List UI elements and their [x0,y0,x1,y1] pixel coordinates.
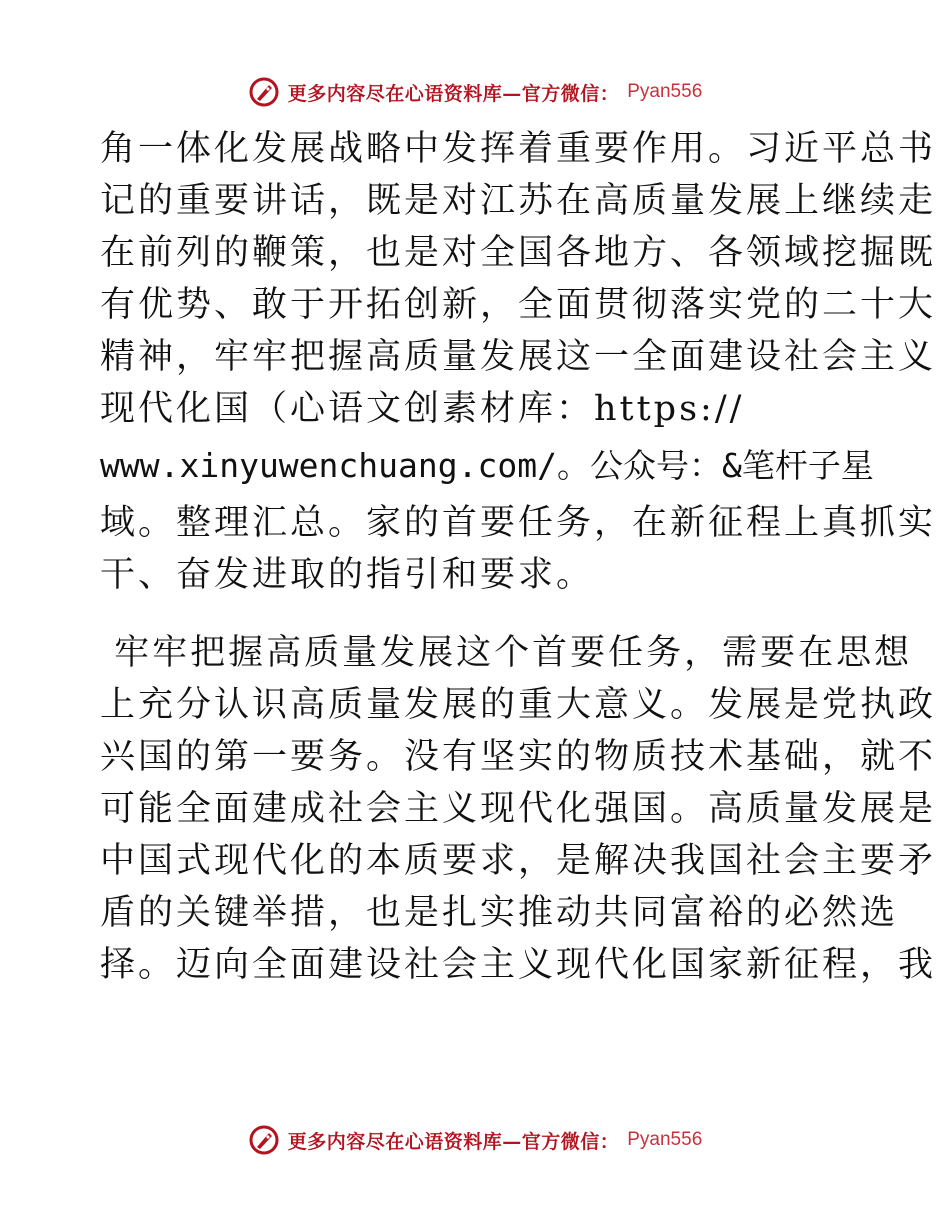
text-line: 择。迈向全面建设社会主义现代化国家新征程，我 [100,945,937,985]
text-line: 有优势、敢于开拓创新，全面贯彻落实党的二十大 [100,285,937,325]
text-line: 上充分认识高质量发展的重大意义。发展是党执政 [100,685,937,725]
paragraph-2 [100,628,937,990]
text-line: 在前列的鞭策，也是对全国各地方、各领域挖掘既 [100,233,937,273]
text-line-url [100,436,874,496]
text-line: 角一体化发展战略中发挥着重要作用。习近平总书 [100,129,937,169]
header-banner [0,72,950,112]
text-line: 精神，牢牢把握高质量发展这一全面建设社会主义 [100,337,937,377]
text-line: 干、奋发进取的指引和要求。 [100,555,595,595]
pen-nib-logo-icon [248,1124,280,1156]
header-wechat-id: Pyan556 [627,81,703,102]
pen-nib-logo-icon [248,76,280,108]
text-line: 域。整理汇总。家的首要任务，在新征程上真抓实 [100,503,937,543]
text-line: 盾的关键举措，也是扎实推动共同富裕的必然选 [100,893,899,933]
paragraph-spacer [100,600,860,626]
text-line: 记的重要讲话，既是对江苏在高质量发展上继续走 [100,181,937,221]
text-line: 兴国的第一要务。没有坚实的物质技术基础，就不 [100,737,937,777]
footer-wechat-id: Pyan556 [627,1129,703,1150]
text-line: 可能全面建成社会主义现代化强国。高质量发展是 [100,789,937,829]
header-brand-text: 更多内容尽在心语资料库—官方微信： [287,82,620,105]
url-text: www.xinyuwenchuang.com/。公众号：&笔杆子星 [100,446,874,485]
paragraph-1 [100,124,937,600]
footer-banner [0,1120,950,1160]
footer-brand-text: 更多内容尽在心语资料库—官方微信： [287,1130,620,1153]
text-line: 现代化国（心语文创素材库：https:// [100,389,745,429]
text-line: 中国式现代化的本质要求，是解决我国社会主要矛 [100,841,937,881]
text-line: 牢牢把握高质量发展这个首要任务，需要在思想 [100,633,913,673]
document-body [100,122,937,990]
